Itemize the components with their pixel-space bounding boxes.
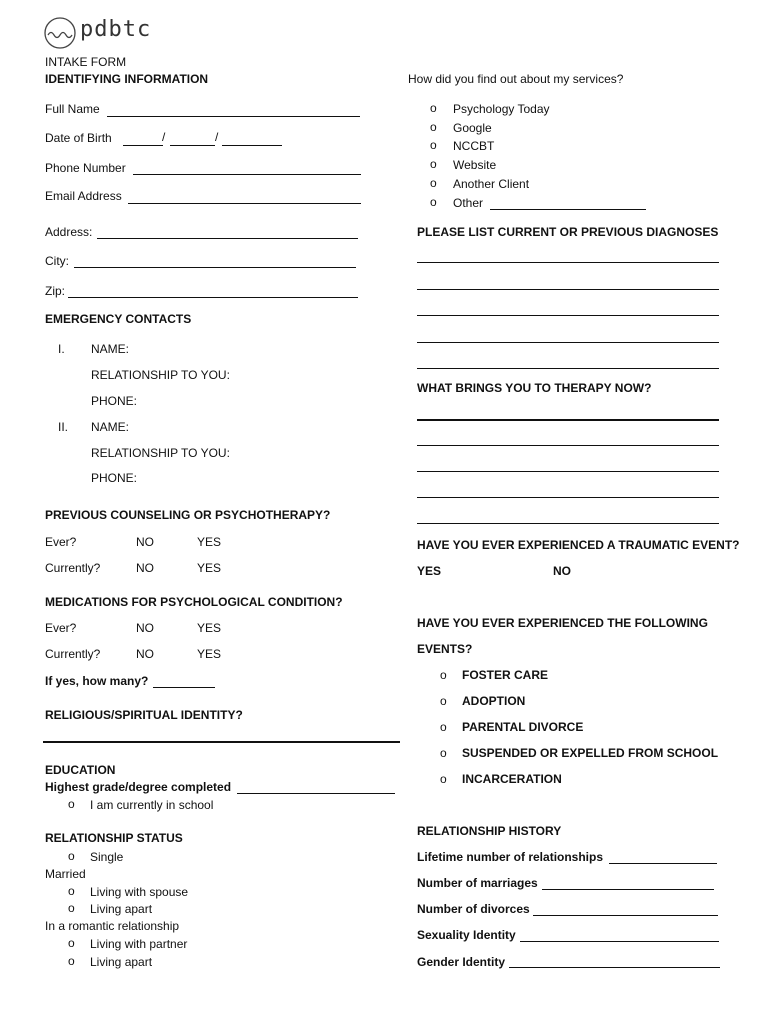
contact-number: II. <box>58 420 69 434</box>
lifetime-relationships-label: Lifetime number of relationships <box>417 850 604 864</box>
diagnoses-field[interactable] <box>417 289 719 290</box>
events-title-cont: EVENTS? <box>417 642 473 656</box>
diagnoses-field[interactable] <box>417 368 719 369</box>
trauma-title: HAVE YOU EVER EXPERIENCED A TRAUMATIC EVENT? <box>417 538 740 552</box>
checkbox-circle-icon[interactable]: o <box>68 884 75 898</box>
living-with-spouse-label: Living with spouse <box>90 885 189 899</box>
therapy-now-field[interactable] <box>417 471 719 472</box>
checkbox-circle-icon[interactable]: o <box>430 157 437 171</box>
gender-field[interactable] <box>509 967 720 968</box>
city-field[interactable] <box>74 267 356 268</box>
event-item: ADOPTION <box>462 694 526 708</box>
gender-label: Gender Identity <box>417 955 506 969</box>
checkbox-circle-icon[interactable]: o <box>68 901 75 915</box>
therapy-now-field[interactable] <box>417 419 719 421</box>
full-name-label: Full Name <box>45 102 100 116</box>
dob-separator: / <box>162 130 166 144</box>
contact-name-label[interactable]: NAME: <box>91 342 130 356</box>
marriages-label: Number of marriages <box>417 876 538 890</box>
diagnoses-title: PLEASE LIST CURRENT OR PREVIOUS DIAGNOSES <box>417 225 719 239</box>
medications-ever-yes[interactable]: YES <box>197 621 222 635</box>
checkbox-circle-icon[interactable]: o <box>430 195 437 209</box>
event-item: FOSTER CARE <box>462 668 549 682</box>
relationship-history-title: RELATIONSHIP HISTORY <box>417 824 562 838</box>
divorces-label: Number of divorces <box>417 902 530 916</box>
medications-ever-label: Ever? <box>45 621 77 635</box>
therapy-now-title: WHAT BRINGS YOU TO THERAPY NOW? <box>417 381 652 395</box>
referral-option: Google <box>453 121 492 135</box>
therapy-now-field[interactable] <box>417 497 719 498</box>
religious-field[interactable] <box>43 741 400 743</box>
address-field[interactable] <box>97 238 358 239</box>
therapy-now-field[interactable] <box>417 445 719 446</box>
checkbox-circle-icon[interactable]: o <box>430 138 437 152</box>
event-item: INCARCERATION <box>462 772 562 786</box>
phone-field[interactable] <box>133 174 361 175</box>
trauma-no[interactable]: NO <box>553 564 571 578</box>
event-item: SUSPENDED OR EXPELLED FROM SCHOOL <box>462 746 719 760</box>
event-item: PARENTAL DIVORCE <box>462 720 584 734</box>
diagnoses-field[interactable] <box>417 342 719 343</box>
checkbox-circle-icon[interactable]: o <box>440 746 447 760</box>
trauma-yes[interactable]: YES <box>417 564 442 578</box>
checkbox-circle-icon[interactable]: o <box>68 936 75 950</box>
dob-day-field[interactable] <box>170 145 215 146</box>
events-title: HAVE YOU EVER EXPERIENCED THE FOLLOWING <box>417 616 708 630</box>
contact-relationship-label[interactable]: RELATIONSHIP TO YOU: <box>91 368 230 382</box>
referral-option: Psychology Today <box>453 102 550 116</box>
highest-grade-label: Highest grade/degree completed <box>45 780 232 794</box>
contact-phone-label[interactable]: PHONE: <box>91 471 138 485</box>
dob-month-field[interactable] <box>123 145 163 146</box>
romantic-relationship-label: In a romantic relationship <box>45 919 180 933</box>
email-field[interactable] <box>128 203 361 204</box>
medications-title: MEDICATIONS FOR PSYCHOLOGICAL CONDITION? <box>45 595 343 609</box>
contact-number: I. <box>58 342 65 356</box>
medications-currently-label: Currently? <box>45 647 101 661</box>
divorces-field[interactable] <box>533 915 718 916</box>
counseling-currently-label: Currently? <box>45 561 101 575</box>
contact-relationship-label[interactable]: RELATIONSHIP TO YOU: <box>91 446 230 460</box>
religious-title: RELIGIOUS/SPIRITUAL IDENTITY? <box>45 708 243 722</box>
highest-grade-field[interactable] <box>237 793 395 794</box>
referral-option: Website <box>453 158 497 172</box>
full-name-field[interactable] <box>107 116 360 117</box>
checkbox-circle-icon[interactable]: o <box>440 694 447 708</box>
medications-ever-no[interactable]: NO <box>136 621 154 635</box>
diagnoses-field[interactable] <box>417 262 719 263</box>
living-with-partner-label: Living with partner <box>90 937 188 951</box>
referral-option: Another Client <box>453 177 530 191</box>
phone-label: Phone Number <box>45 161 126 175</box>
sexuality-label: Sexuality Identity <box>417 928 516 942</box>
checkbox-circle-icon[interactable]: o <box>68 954 75 968</box>
referral-option: Other <box>453 196 484 210</box>
marriages-field[interactable] <box>542 889 714 890</box>
how-many-label: If yes, how many? <box>45 674 149 688</box>
lifetime-relationships-field[interactable] <box>609 863 717 864</box>
logo-text: pdbtc <box>80 17 152 42</box>
checkbox-circle-icon[interactable]: o <box>430 176 437 190</box>
checkbox-circle-icon[interactable]: o <box>440 720 447 734</box>
counseling-ever-yes[interactable]: YES <box>197 535 222 549</box>
dob-label: Date of Birth <box>45 131 112 145</box>
emergency-title: EMERGENCY CONTACTS <box>45 312 192 326</box>
checkbox-circle-icon[interactable]: o <box>68 797 75 811</box>
medications-currently-yes[interactable]: YES <box>197 647 222 661</box>
dob-year-field[interactable] <box>222 145 282 146</box>
single-label: Single <box>90 850 124 864</box>
therapy-now-field[interactable] <box>417 523 719 524</box>
contact-phone-label[interactable]: PHONE: <box>91 394 138 408</box>
checkbox-circle-icon[interactable]: o <box>430 101 437 115</box>
married-label: Married <box>45 867 86 881</box>
section-title-identifying: IDENTIFYING INFORMATION <box>45 72 209 86</box>
zip-label: Zip: <box>45 284 66 298</box>
in-school-label: I am currently in school <box>90 798 214 812</box>
diagnoses-field[interactable] <box>417 315 719 316</box>
living-apart-label: Living apart <box>90 902 153 916</box>
contact-name-label[interactable]: NAME: <box>91 420 130 434</box>
education-title: EDUCATION <box>45 763 116 777</box>
counseling-currently-yes[interactable]: YES <box>197 561 222 575</box>
counseling-title: PREVIOUS COUNSELING OR PSYCHOTHERAPY? <box>45 508 331 522</box>
sexuality-field[interactable] <box>520 941 719 942</box>
form-title: INTAKE FORM <box>45 55 127 69</box>
dob-separator: / <box>215 130 219 144</box>
city-label: City: <box>45 254 69 268</box>
medications-currently-no[interactable]: NO <box>136 647 154 661</box>
referral-other-field[interactable] <box>490 209 646 210</box>
logo-waves-icon <box>43 16 77 50</box>
checkbox-circle-icon[interactable]: o <box>440 668 447 682</box>
counseling-currently-no[interactable]: NO <box>136 561 154 575</box>
email-label: Email Address <box>45 189 122 203</box>
counseling-ever-no[interactable]: NO <box>136 535 154 549</box>
how-many-field[interactable] <box>153 687 215 688</box>
referral-option: NCCBT <box>453 139 495 153</box>
relationship-status-title: RELATIONSHIP STATUS <box>45 831 183 845</box>
checkbox-circle-icon[interactable]: o <box>430 120 437 134</box>
referral-question: How did you find out about my services? <box>408 72 624 86</box>
checkbox-circle-icon[interactable]: o <box>68 849 75 863</box>
checkbox-circle-icon[interactable]: o <box>440 772 447 786</box>
zip-field[interactable] <box>68 297 358 298</box>
address-label: Address: <box>45 225 93 239</box>
living-apart-label: Living apart <box>90 955 153 969</box>
counseling-ever-label: Ever? <box>45 535 77 549</box>
